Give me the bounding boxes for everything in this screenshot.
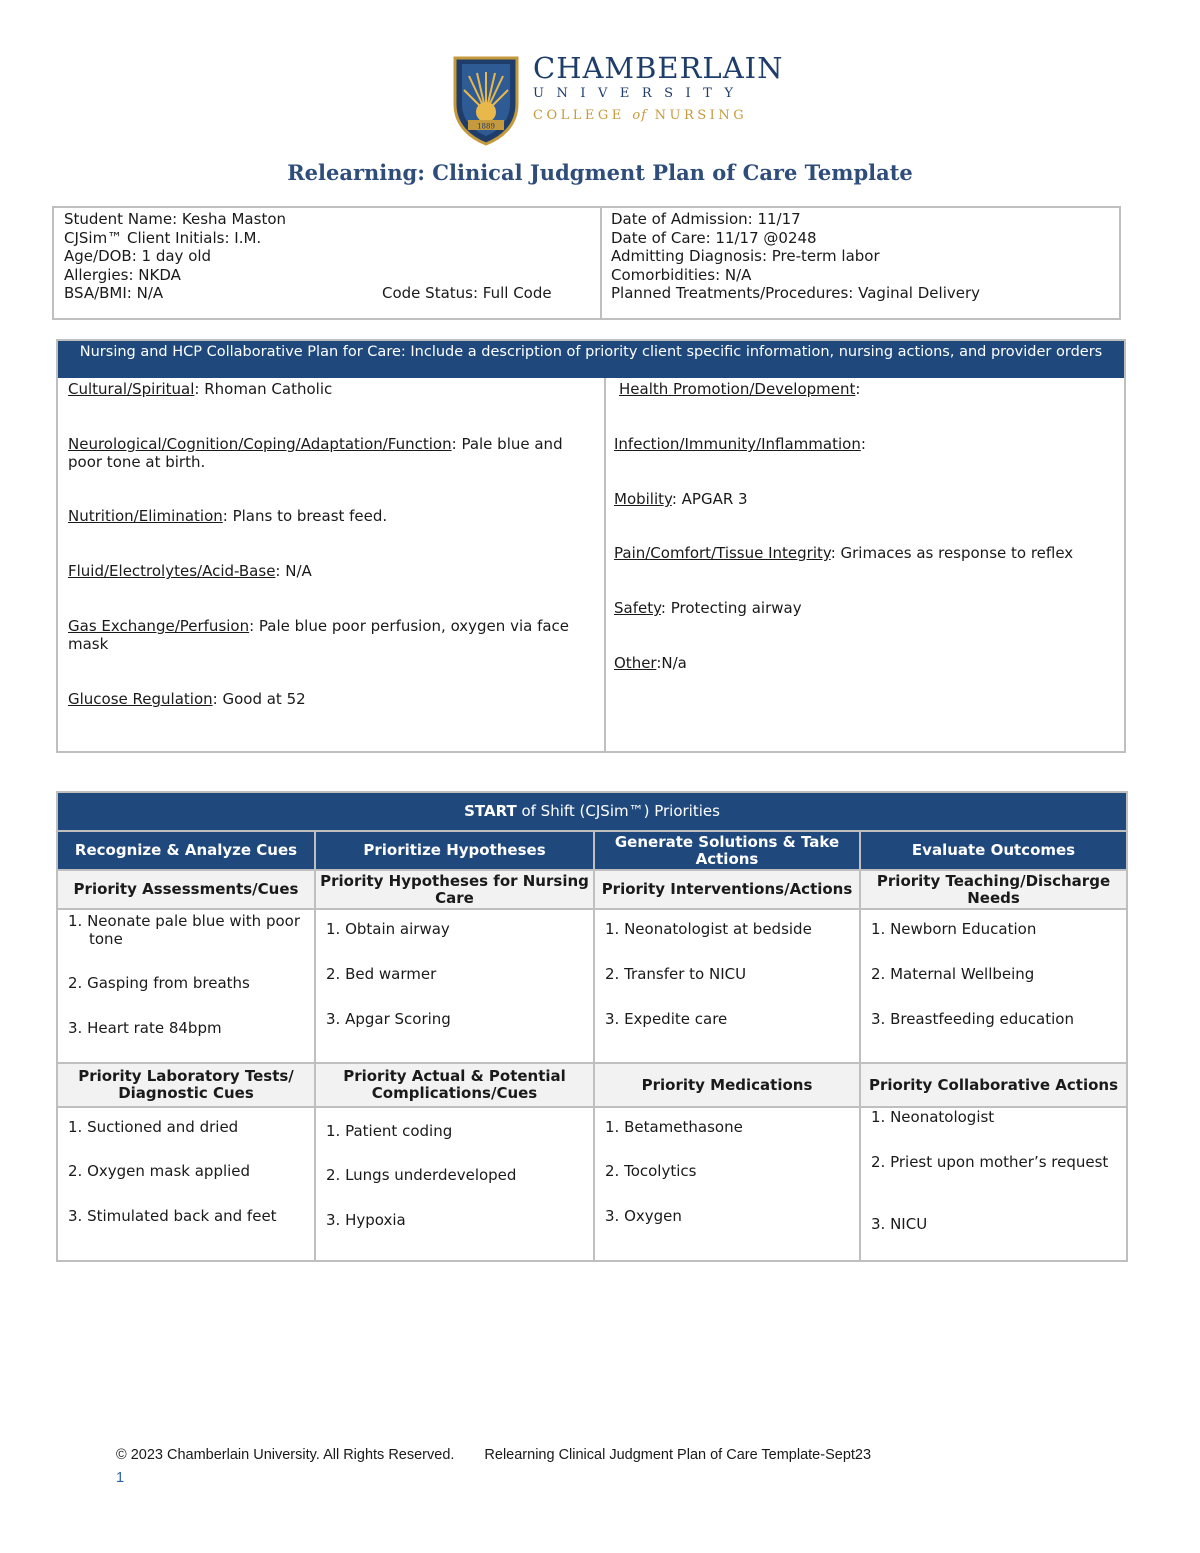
column-header: Evaluate Outcomes [860, 831, 1127, 870]
sub-header: Priority Laboratory Tests/ Diagnostic Cues [57, 1063, 315, 1107]
collaborative-care-plan [56, 339, 1126, 753]
list-item: 3. Hypoxia [326, 1211, 406, 1229]
student-name: Student Name: Kesha Maston [64, 210, 287, 228]
planned-treatments: Planned Treatments/Procedures: Vaginal Delivery [611, 284, 981, 302]
comorbidities: Comorbidities: N/A [611, 265, 752, 284]
list-item: 3. Expedite care [605, 1010, 728, 1028]
care-item: Nutrition/Elimination: Plans to breast feed. [68, 507, 388, 525]
sub-header: Priority Interventions/Actions [594, 870, 860, 909]
priority-collaborative-cell [861, 1108, 1126, 1258]
client-info-box [52, 206, 1121, 320]
bsa-bmi: BSA/BMI: N/A [64, 284, 164, 302]
sub-header: Priority Hypotheses for Nursing Care [315, 870, 594, 909]
care-item: Pain/Comfort/Tissue Integrity: Grimaces as response to reflex [614, 544, 1074, 562]
sub-header: Priority Assessments/Cues [57, 870, 315, 909]
care-item: Fluid/Electrolytes/Acid-Base: N/A [68, 562, 312, 580]
column-divider [604, 378, 606, 751]
care-item: Infection/Immunity/Inflammation: [614, 435, 866, 453]
column-header: Generate Solutions & Take Actions [594, 831, 860, 870]
list-item: 2. Bed warmer [326, 965, 437, 983]
sub-header: Priority Teaching/Discharge Needs [860, 870, 1127, 909]
care-item: Cultural/Spiritual: Rhoman Catholic [68, 380, 333, 398]
svg-text:1889: 1889 [477, 122, 495, 131]
care-item: Glucose Regulation: Good at 52 [68, 690, 306, 708]
date-care: Date of Care: 11/17 @0248 [611, 228, 817, 247]
shield-crest-icon [451, 54, 521, 146]
code-status: Code Status: Full Code [382, 284, 552, 302]
sub-header: Priority Medications [594, 1063, 860, 1107]
priorities-table [56, 791, 1128, 1262]
client-initials: CJSim™ Client Initials: I.M. [64, 228, 262, 247]
list-item: 2. Gasping from breaths [68, 974, 250, 992]
list-item: 1. Suctioned and dried [68, 1118, 239, 1136]
logo-name: CHAMBERLAIN [533, 51, 784, 85]
sub-header: Priority Collaborative Actions [860, 1063, 1127, 1107]
list-item: 2. Oxygen mask applied [68, 1162, 251, 1180]
priorities-header: START of Shift (CJSim™) Priorities [57, 792, 1127, 831]
document-name: Relearning Clinical Judgment Plan of Care Template-Sept23 [484, 1447, 872, 1463]
list-item: 2. Tocolytics [605, 1162, 697, 1180]
care-item: Gas Exchange/Perfusion: Pale blue poor perfusion, oxygen via face mask [68, 617, 570, 653]
page-number: 1 [116, 1470, 125, 1486]
list-item: 3. Stimulated back and feet [68, 1207, 277, 1225]
list-item: 3. Heart rate 84bpm [68, 1019, 222, 1037]
list-item: 3. Breastfeeding education [871, 1010, 1074, 1028]
list-item: 2. Lungs underdeveloped [326, 1166, 517, 1184]
copyright-text: © 2023 Chamberlain University. All Rights Reserved. [116, 1447, 455, 1463]
priority-teaching-cell [861, 910, 1126, 1060]
page-footer [116, 1447, 871, 1463]
chamberlain-logo [451, 51, 784, 148]
date-admission: Date of Admission: 11/17 [611, 210, 801, 228]
list-item: 1. Betamethasone [605, 1118, 743, 1136]
care-item: Neurological/Cognition/Coping/Adaptation/Function: Pale blue and poor tone at birth. [68, 435, 563, 471]
column-header: Recognize & Analyze Cues [57, 831, 315, 870]
list-item: 2. Priest upon mother’s request [871, 1153, 1109, 1171]
care-item: Other:N/a [614, 654, 687, 672]
care-plan-header: Nursing and HCP Collaborative Plan for Care: Include a description of priority client specific information, nursing actions, and provider orders [58, 341, 1124, 378]
list-item: 1. Neonate pale blue with poor tone [68, 912, 300, 948]
allergies: Allergies: NKDA [64, 265, 181, 284]
priority-assessments-cell [58, 910, 314, 1060]
list-item: 3. Apgar Scoring [326, 1010, 451, 1028]
logo-college: COLLEGE of NURSING [533, 108, 748, 123]
priority-complications-cell [316, 1108, 593, 1258]
list-item: 1. Neonatologist [871, 1108, 995, 1126]
priority-hypotheses-cell [316, 910, 593, 1060]
list-item: 2. Maternal Wellbeing [871, 965, 1035, 983]
column-header: Prioritize Hypotheses [315, 831, 594, 870]
admitting-diagnosis: Admitting Diagnosis: Pre-term labor [611, 247, 880, 265]
care-item: Safety: Protecting airway [614, 599, 802, 617]
age-dob: Age/DOB: 1 day old [64, 247, 212, 265]
priority-medications-cell [595, 1108, 859, 1258]
care-item: Health Promotion/Development: [619, 380, 861, 398]
page-title: Relearning: Clinical Judgment Plan of Care Template [287, 160, 913, 185]
column-divider [600, 208, 602, 318]
care-item: Mobility: APGAR 3 [614, 490, 748, 508]
priority-lab-tests-cell [58, 1108, 314, 1258]
list-item: 2. Transfer to NICU [605, 965, 747, 983]
list-item: 3. Oxygen [605, 1207, 682, 1225]
logo-university: UNIVERSITY [533, 86, 746, 101]
sub-header: Priority Actual & Potential Complications/Cues [315, 1063, 594, 1107]
list-item: 1. Neonatologist at bedside [605, 920, 812, 938]
priority-interventions-cell [595, 910, 859, 1060]
list-item: 3. NICU [871, 1215, 928, 1233]
list-item: 1. Patient coding [326, 1122, 453, 1140]
list-item: 1. Obtain airway [326, 920, 450, 938]
list-item: 1. Newborn Education [871, 920, 1037, 938]
